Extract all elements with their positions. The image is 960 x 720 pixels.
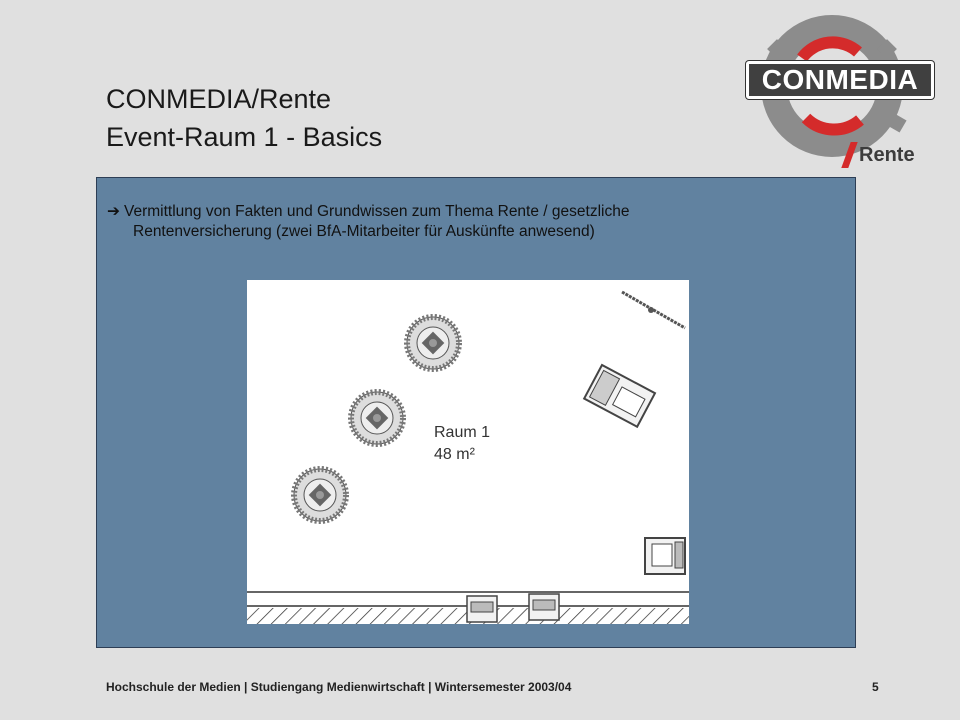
round-table-2 bbox=[351, 392, 403, 444]
bullet-line-1: Vermittlung von Fakten und Grundwissen zum Thema Rente / gesetzliche bbox=[124, 203, 630, 220]
round-table-3 bbox=[294, 469, 346, 521]
round-table-1 bbox=[407, 317, 459, 369]
logo-subtitle bbox=[846, 142, 915, 168]
title-line-1: CONMEDIA/Rente bbox=[106, 84, 332, 114]
slide-title bbox=[106, 80, 382, 156]
counter-1 bbox=[467, 596, 497, 622]
title-line-2: Event-Raum 1 - Basics bbox=[106, 122, 383, 152]
floor-plan bbox=[247, 280, 689, 624]
cabinet-unit bbox=[645, 538, 685, 574]
bullet-line-2: Rentenversicherung (zwei BfA-Mitarbeiter für Auskünfte anwesend) bbox=[133, 223, 595, 240]
room-size: 48 m² bbox=[434, 446, 475, 463]
wall-segment bbox=[622, 292, 685, 328]
logo-subtitle-text: Rente bbox=[859, 143, 915, 166]
room-name: Raum 1 bbox=[434, 424, 491, 441]
page-number: 5 bbox=[872, 680, 879, 694]
logo-wordmark: CONMEDIA bbox=[746, 61, 934, 99]
counter-2 bbox=[529, 594, 559, 620]
footer-text: Hochschule der Medien | Studiengang Medienwirtschaft | Wintersemester 2003/04 bbox=[106, 680, 572, 694]
bullet-item bbox=[107, 202, 827, 242]
arrow-right-icon: ➔ bbox=[107, 203, 120, 220]
content-panel bbox=[96, 177, 856, 648]
desk-unit bbox=[584, 365, 655, 427]
conmedia-logo bbox=[740, 14, 940, 172]
room-label bbox=[434, 422, 490, 466]
